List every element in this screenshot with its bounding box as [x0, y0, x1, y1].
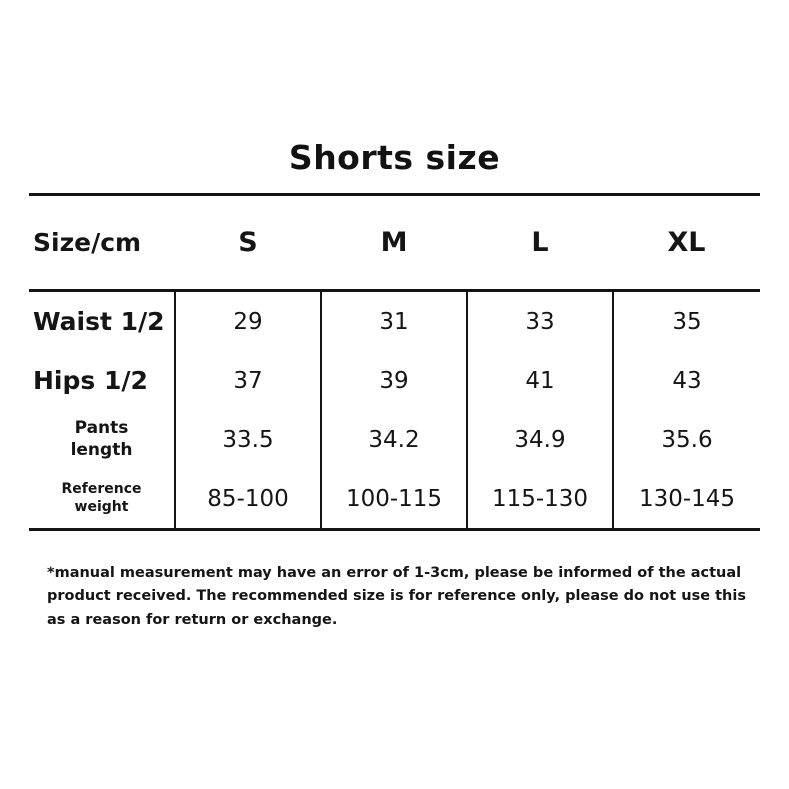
header-corner-label: Size/cm: [29, 195, 175, 291]
cell-hips-l: 41: [467, 351, 613, 410]
header-size-l: L: [467, 195, 613, 291]
cell-hips-s: 37: [175, 351, 321, 410]
table-header-row: [29, 195, 760, 291]
cell-hips-xl: 43: [613, 351, 760, 410]
header-size-s: S: [175, 195, 321, 291]
disclaimer-line-2: received. The recommended size is for reference only, please do not use this as a reason for: [47, 588, 746, 628]
row-label-reference-weight-line1: Reference: [61, 481, 142, 497]
cell-reference-weight-xl: 130-145: [613, 469, 760, 530]
cell-hips-m: 39: [321, 351, 467, 410]
cell-waist-xl: 35: [613, 291, 760, 352]
cell-pants-length-l: 34.9: [467, 410, 613, 469]
cell-reference-weight-l: 115-130: [467, 469, 613, 530]
cell-pants-length-xl: 35.6: [613, 410, 760, 469]
cell-waist-m: 31: [321, 291, 467, 352]
table-row: [29, 291, 760, 352]
page-title: Shorts size: [288, 138, 501, 177]
disclaimer-line-3: return or exchange.: [174, 611, 338, 628]
cell-waist-l: 33: [467, 291, 613, 352]
row-label-hips: Hips 1/2: [33, 366, 148, 395]
header-size-m: M: [321, 195, 467, 291]
row-label-pants-length-line1: Pants: [74, 418, 129, 439]
cell-reference-weight-s: 85-100: [175, 469, 321, 530]
table-row: [29, 410, 760, 469]
row-label-reference-weight: [29, 469, 175, 530]
row-label-pants-length-line2: length: [70, 439, 133, 460]
header-size-xl: XL: [613, 195, 760, 291]
row-label-pants-length: [29, 410, 175, 469]
cell-waist-s: 29: [175, 291, 321, 352]
size-table: [29, 193, 760, 531]
disclaimer-note: [47, 562, 747, 632]
size-table-container: [29, 193, 760, 531]
disclaimer-line-1: *manual measurement may have an error of 1-3cm, please be informed of the actual product: [47, 565, 742, 605]
table-row: [29, 469, 760, 530]
cell-reference-weight-m: 100-115: [321, 469, 467, 530]
cell-pants-length-s: 33.5: [175, 410, 321, 469]
row-label-waist: Waist 1/2: [33, 307, 165, 336]
row-label-reference-weight-line2: weight: [74, 498, 129, 515]
cell-pants-length-m: 34.2: [321, 410, 467, 469]
table-row: [29, 351, 760, 410]
